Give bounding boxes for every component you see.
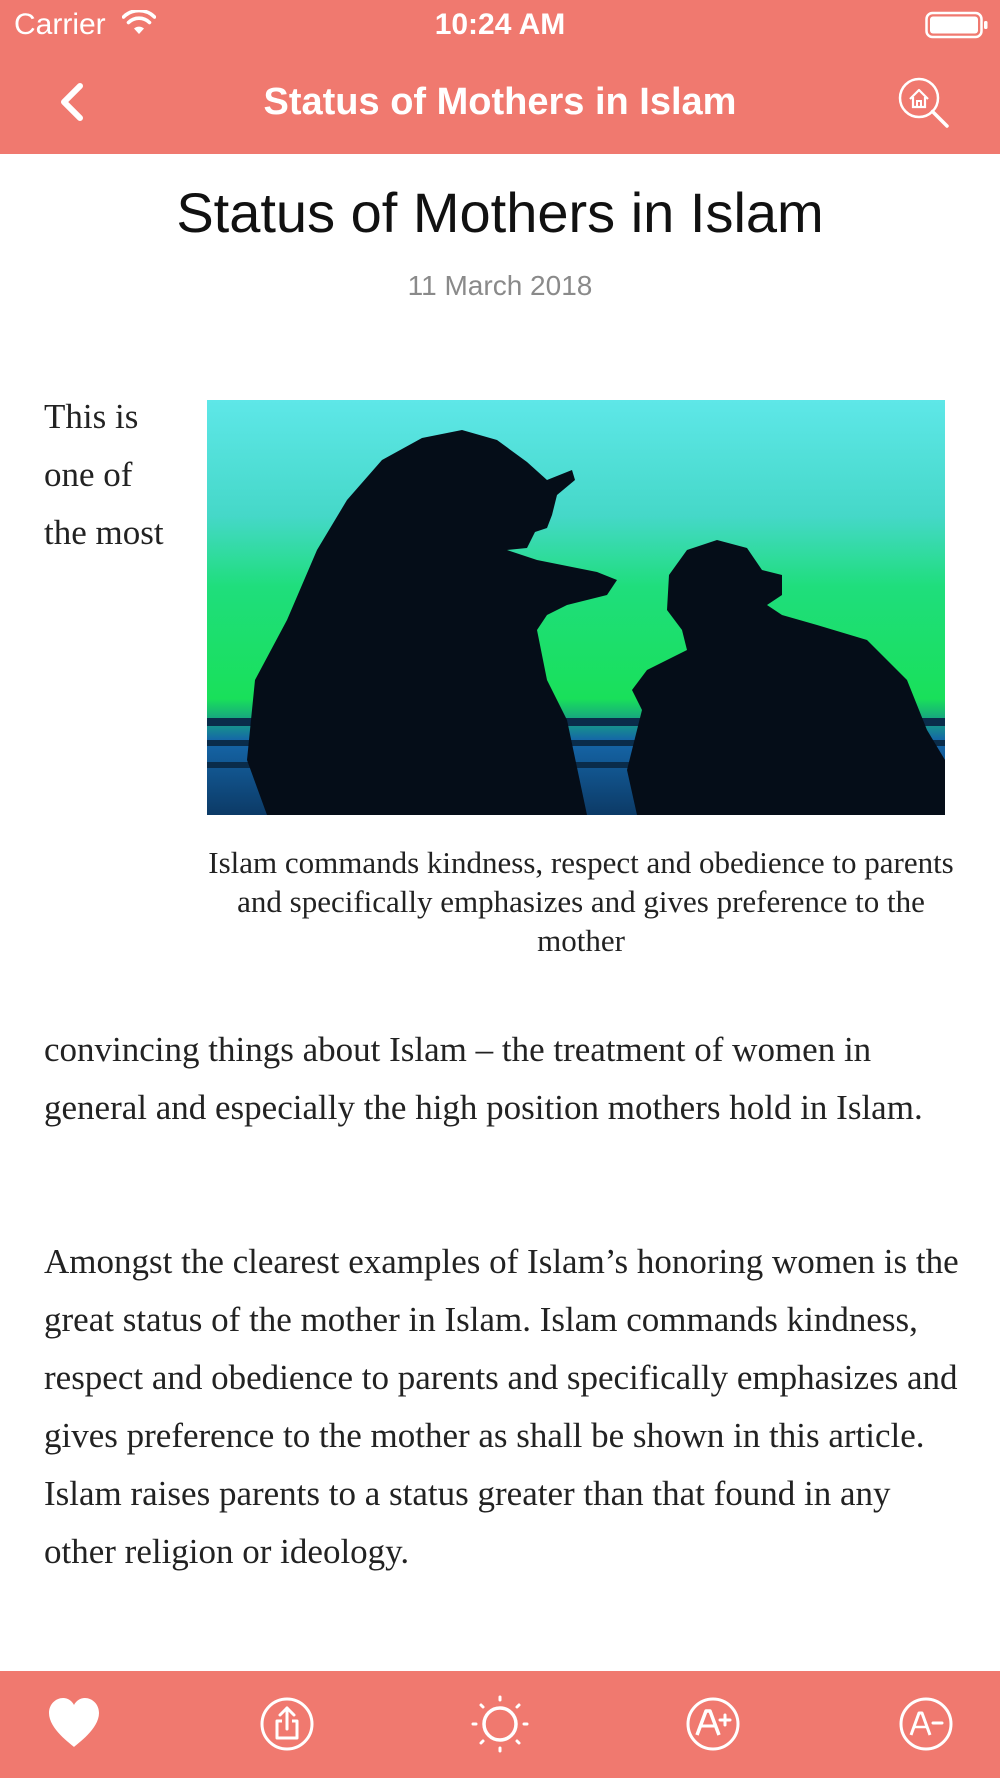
font-decrease-button[interactable] — [895, 1693, 957, 1755]
status-time: 10:24 AM — [434, 8, 566, 41]
article-intro-text: This is one of the most — [44, 397, 164, 552]
carrier-label: Carrier — [14, 8, 106, 41]
share-icon — [256, 1693, 318, 1755]
nav-title: Status of Mothers in Islam — [263, 81, 737, 123]
home-search-icon — [894, 72, 954, 132]
bottom-toolbar — [0, 1671, 1000, 1778]
navigation-bar — [0, 50, 1000, 154]
status-bar — [0, 0, 1000, 50]
brightness-icon — [469, 1693, 531, 1755]
font-increase-icon — [682, 1693, 744, 1755]
article-paragraph: Amongst the clearest examples of Islam’s honoring women is the great status of the mother in Islam. Islam commands kindness, respect and obedience to parents and specifically emphasizes and gives preference to the mother as shall be shown in this article. Islam raises parents to a status greater than that found in any other religion or ideology. — [44, 1242, 959, 1571]
image-caption: Islam commands kindness, respect and obedience to parents and specifically emphasizes and gives preference to the mother — [208, 845, 954, 958]
share-button[interactable] — [256, 1693, 318, 1755]
heart-icon — [43, 1693, 105, 1755]
home-search-button[interactable] — [894, 72, 954, 132]
font-increase-button[interactable] — [682, 1693, 744, 1755]
favorite-button[interactable] — [43, 1693, 105, 1755]
chevron-left-icon — [44, 72, 104, 132]
brightness-button[interactable] — [469, 1693, 531, 1755]
font-decrease-icon — [895, 1693, 957, 1755]
article-date: 11 March 2018 — [407, 270, 593, 301]
battery-icon — [925, 10, 989, 40]
back-button[interactable] — [44, 72, 104, 132]
article-paragraph: convincing things about Islam – the treatment of women in general and especially the high position mothers hold in Islam. — [44, 1030, 923, 1127]
article-image — [207, 400, 945, 815]
article-title: Status of Mothers in Islam — [176, 181, 824, 244]
